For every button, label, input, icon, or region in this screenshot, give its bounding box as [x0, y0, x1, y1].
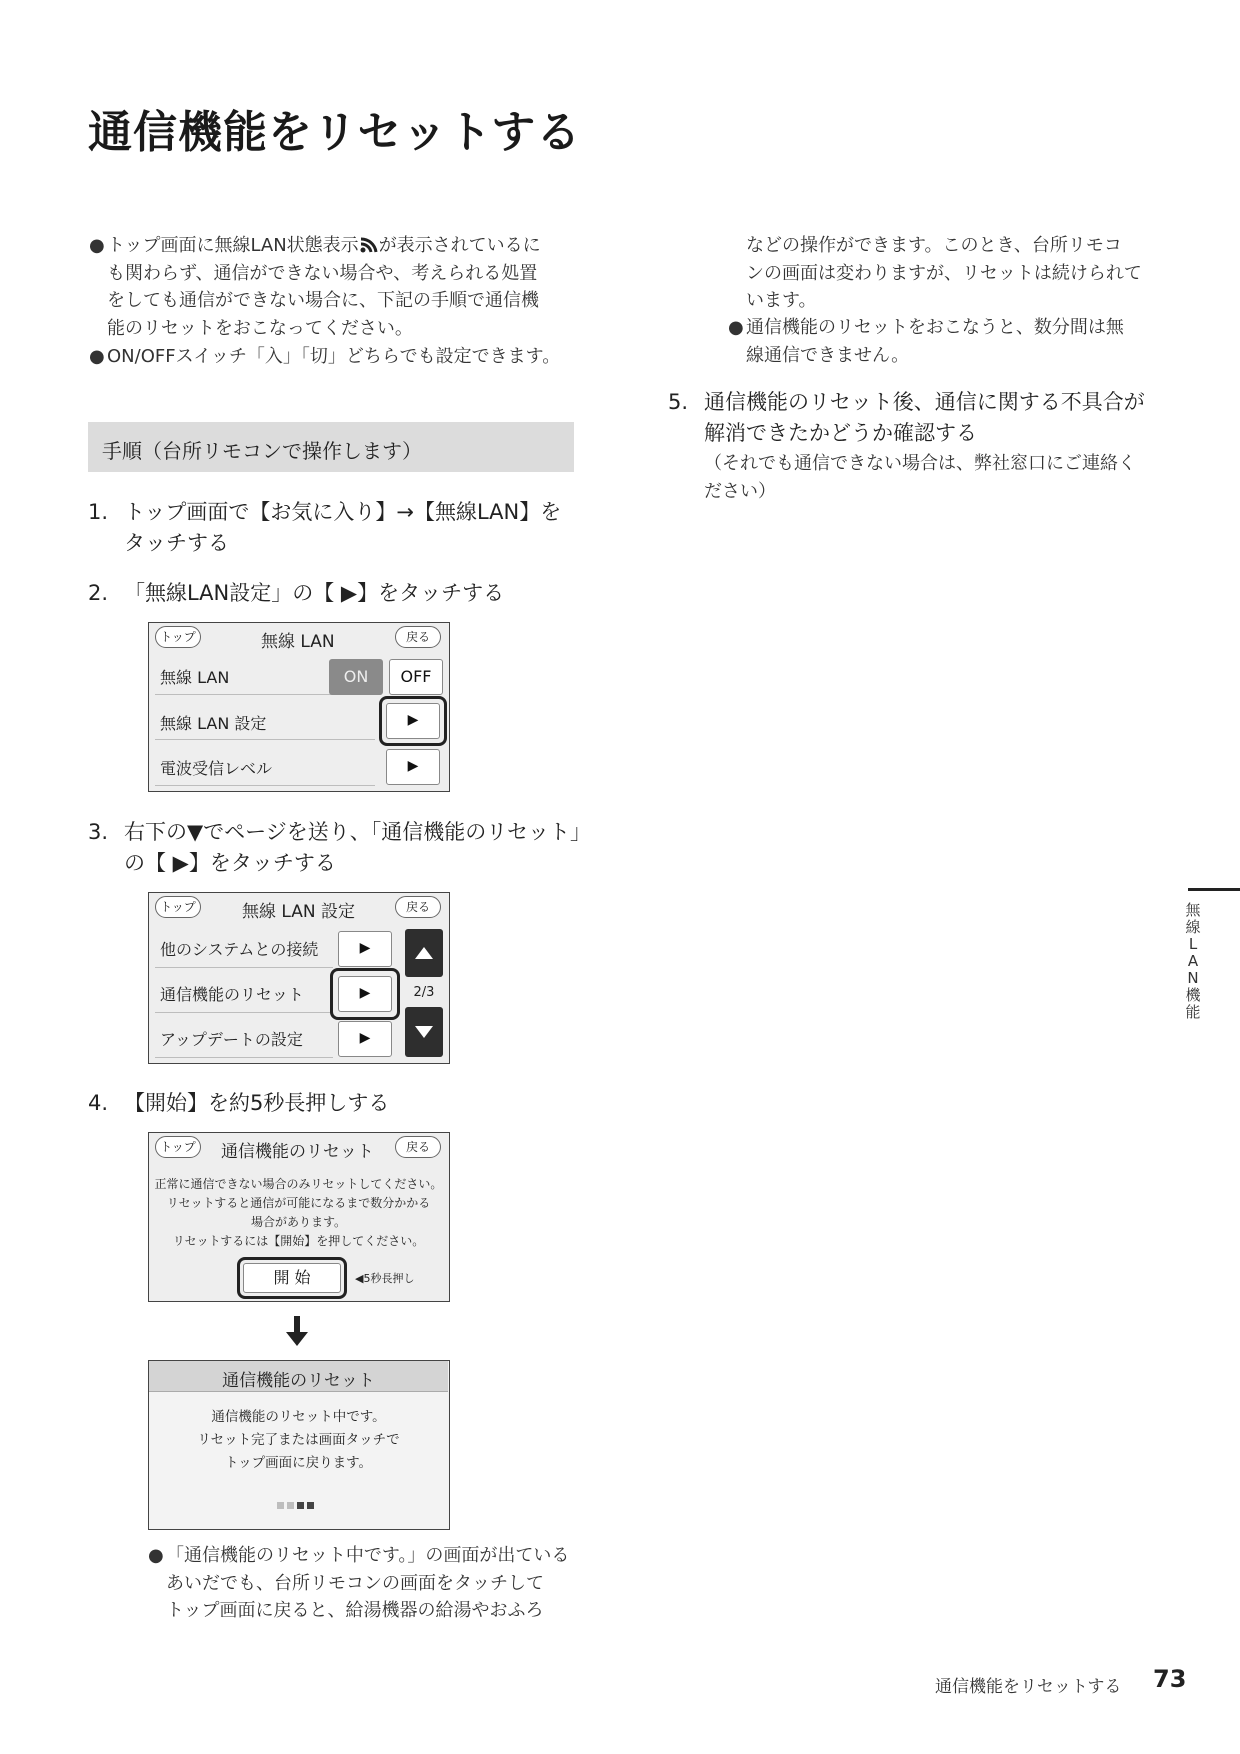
bullet-dot: ● [89, 346, 105, 367]
message-line: リセットするには【開始】を押してください。 [172, 1234, 425, 1248]
screen-title: 通信機能のリセット [221, 1142, 374, 1162]
intro-bullet-2-text: ON/OFFスイッチ「入」「切」どちらでも設定できます。 [107, 346, 561, 367]
intro-bullet-2 [89, 343, 561, 371]
screen-resetting [148, 1360, 450, 1530]
step-4 [88, 1088, 390, 1119]
bullet-dot: ● [148, 1545, 164, 1566]
screen-title: 無線 LAN 設定 [242, 902, 356, 922]
message-line: 正常に通信できない場合のみリセットしてください。 [154, 1177, 443, 1191]
screen-title: 通信機能のリセット [222, 1371, 375, 1391]
page-title: 通信機能をリセットする [88, 107, 582, 158]
intro-bullet-1-line: をしても通信ができない場合に、下記の手順で通信機 [107, 290, 539, 311]
note-line: などの操作ができます。このとき、台所リモコ [746, 235, 1122, 256]
bullet-dot: ● [89, 235, 105, 256]
step-line: タッチする [124, 531, 229, 555]
screen-wireless-lan-settings [148, 892, 450, 1064]
row-divider [155, 1057, 333, 1058]
intro-bullet-1-line: 能のリセットをおこなってください。 [107, 317, 413, 339]
side-tab-char: 能 [1185, 1003, 1201, 1021]
step-number: 1. [88, 500, 109, 524]
step-line: 解消できたかどうか確認する [704, 421, 977, 445]
row-label-other-systems: 他のシステムとの接続 [160, 940, 319, 959]
side-tab-char: 無 [1185, 901, 1201, 919]
note-right-continuation [746, 232, 1142, 315]
procedure-heading [88, 422, 574, 472]
off-button[interactable]: OFF [389, 659, 443, 695]
note-line: います。 [746, 290, 817, 311]
on-button[interactable]: ON [329, 659, 383, 695]
back-button[interactable]: 戻る [395, 896, 441, 918]
step-5-sub [704, 450, 1136, 505]
step-5-sub-line: ださい） [704, 480, 776, 502]
wireless-lan-settings-arrow-button[interactable]: ▶ [386, 703, 440, 739]
page-down-button[interactable] [405, 1007, 443, 1057]
page-indicator: 2/3 [413, 985, 435, 1000]
side-tab-label [1183, 902, 1203, 1021]
row-divider [155, 967, 333, 968]
triangle-up-icon [405, 929, 443, 977]
step-line: 「無線LAN設定」の【 ▶】をタッチする [124, 581, 505, 605]
row-label-update-settings: アップデートの設定 [160, 1030, 303, 1049]
intro-bullet-1-text-a: トップ画面に無線LAN状態表示 [107, 235, 359, 256]
message-line: トップ画面に戻ります。 [224, 1455, 372, 1471]
note-right-bullet [728, 314, 1124, 369]
start-button[interactable]: 開 始 [243, 1263, 341, 1293]
side-tab-char: 機 [1185, 986, 1201, 1004]
side-tab-char: A [1187, 952, 1199, 970]
message-line: 場合があります。 [250, 1215, 347, 1229]
note-line: 通信機能のリセットをおこなうと、数分間は無 [746, 317, 1124, 338]
triangle-down-icon [405, 1007, 443, 1057]
step-5-sub-line: （それでも通信できない場合は、弊社窓口にご連絡く [704, 453, 1136, 474]
note-left [148, 1542, 586, 1625]
top-button[interactable]: トップ [155, 896, 201, 918]
step-number: 5. [668, 390, 689, 414]
comm-reset-arrow-button[interactable]: ▶ [338, 976, 392, 1012]
row-label-wireless-lan-settings: 無線 LAN 設定 [160, 714, 267, 733]
other-systems-arrow-button[interactable]: ▶ [338, 931, 392, 967]
progress-indicator [277, 1494, 317, 1502]
bullet-dot: ● [728, 317, 744, 338]
highlight-frame [237, 1257, 347, 1299]
step-line: 右下の▼でページを送り、「通信機能のリセット」 [124, 820, 592, 844]
row-label-signal-level: 電波受信レベル [160, 759, 273, 778]
step-2 [88, 578, 505, 609]
message-line: リセットすると通信が可能になるまで数分かかる [166, 1196, 431, 1210]
note-line: あいだでも、台所リモコンの画面をタッチして [166, 1572, 544, 1594]
row-label-comm-reset: 通信機能のリセット [160, 985, 304, 1004]
intro-bullet-1-text-b: が表示されているに [378, 235, 541, 256]
highlight-frame [379, 696, 447, 746]
note-line: トップ画面に戻ると、給湯機器の給湯やおふろ [166, 1600, 544, 1621]
note-line: ンの画面は変わりますが、リセットは続けられて [746, 262, 1142, 284]
row-divider [155, 694, 333, 695]
side-tab-char: L [1188, 935, 1198, 953]
message-line: リセット完了または画面タッチで [197, 1432, 400, 1448]
update-settings-arrow-button[interactable]: ▶ [338, 1021, 392, 1057]
down-arrow-icon [282, 1314, 312, 1350]
back-button[interactable]: 戻る [395, 1136, 441, 1158]
screen-wireless-lan [148, 622, 450, 792]
step-3 [88, 817, 592, 879]
step-5 [668, 387, 1145, 449]
step-number: 2. [88, 581, 109, 605]
row-divider [155, 785, 375, 786]
page-number: 73 [1153, 1665, 1187, 1693]
highlight-frame [330, 968, 400, 1020]
progress-dot [307, 1502, 314, 1509]
message-line: 通信機能のリセット中です。 [211, 1409, 386, 1425]
row-label-wireless-lan: 無線 LAN [160, 668, 230, 687]
note-line: 「通信機能のリセット中です。」の画面が出ている [166, 1545, 570, 1566]
side-tab-bar [1188, 888, 1240, 891]
top-button[interactable]: トップ [155, 626, 201, 648]
row-divider [155, 739, 375, 740]
page-up-button[interactable] [405, 929, 443, 977]
row-divider [155, 1012, 333, 1013]
footer-title: 通信機能をリセットする [935, 1677, 1122, 1697]
screen-comm-reset [148, 1132, 450, 1302]
signal-level-arrow-button[interactable]: ▶ [386, 749, 440, 785]
step-line: 通信機能のリセット後、通信に関する不具合が [704, 390, 1145, 414]
back-button[interactable]: 戻る [395, 626, 441, 648]
step-1 [88, 497, 562, 559]
step-line: トップ画面で【お気に入り】→【無線LAN】を [124, 500, 562, 524]
side-tab-char: 線 [1185, 918, 1201, 936]
intro-bullet-1-line: も関わらず、通信ができない場合や、考えられる処置 [107, 262, 538, 284]
step-number: 3. [88, 820, 109, 844]
step-number: 4. [88, 1091, 109, 1115]
screen-title: 無線 LAN [261, 632, 335, 652]
note-line: 線通信できません。 [746, 344, 910, 366]
wifi-status-icon [359, 235, 379, 253]
step-line: 【開始】を約5秒長押しする [124, 1091, 390, 1115]
top-button[interactable]: トップ [155, 1136, 201, 1158]
procedure-heading-text: 手順（台所リモコンで操作します） [102, 439, 422, 463]
progress-dot [277, 1502, 284, 1509]
progress-dot [297, 1502, 304, 1509]
progress-dot [287, 1502, 294, 1509]
long-press-hint: ◀5秒長押し [355, 1272, 415, 1285]
intro-bullet-1 [89, 232, 577, 342]
step-line: の【 ▶】をタッチする [124, 851, 336, 875]
side-tab-char: N [1187, 969, 1199, 987]
